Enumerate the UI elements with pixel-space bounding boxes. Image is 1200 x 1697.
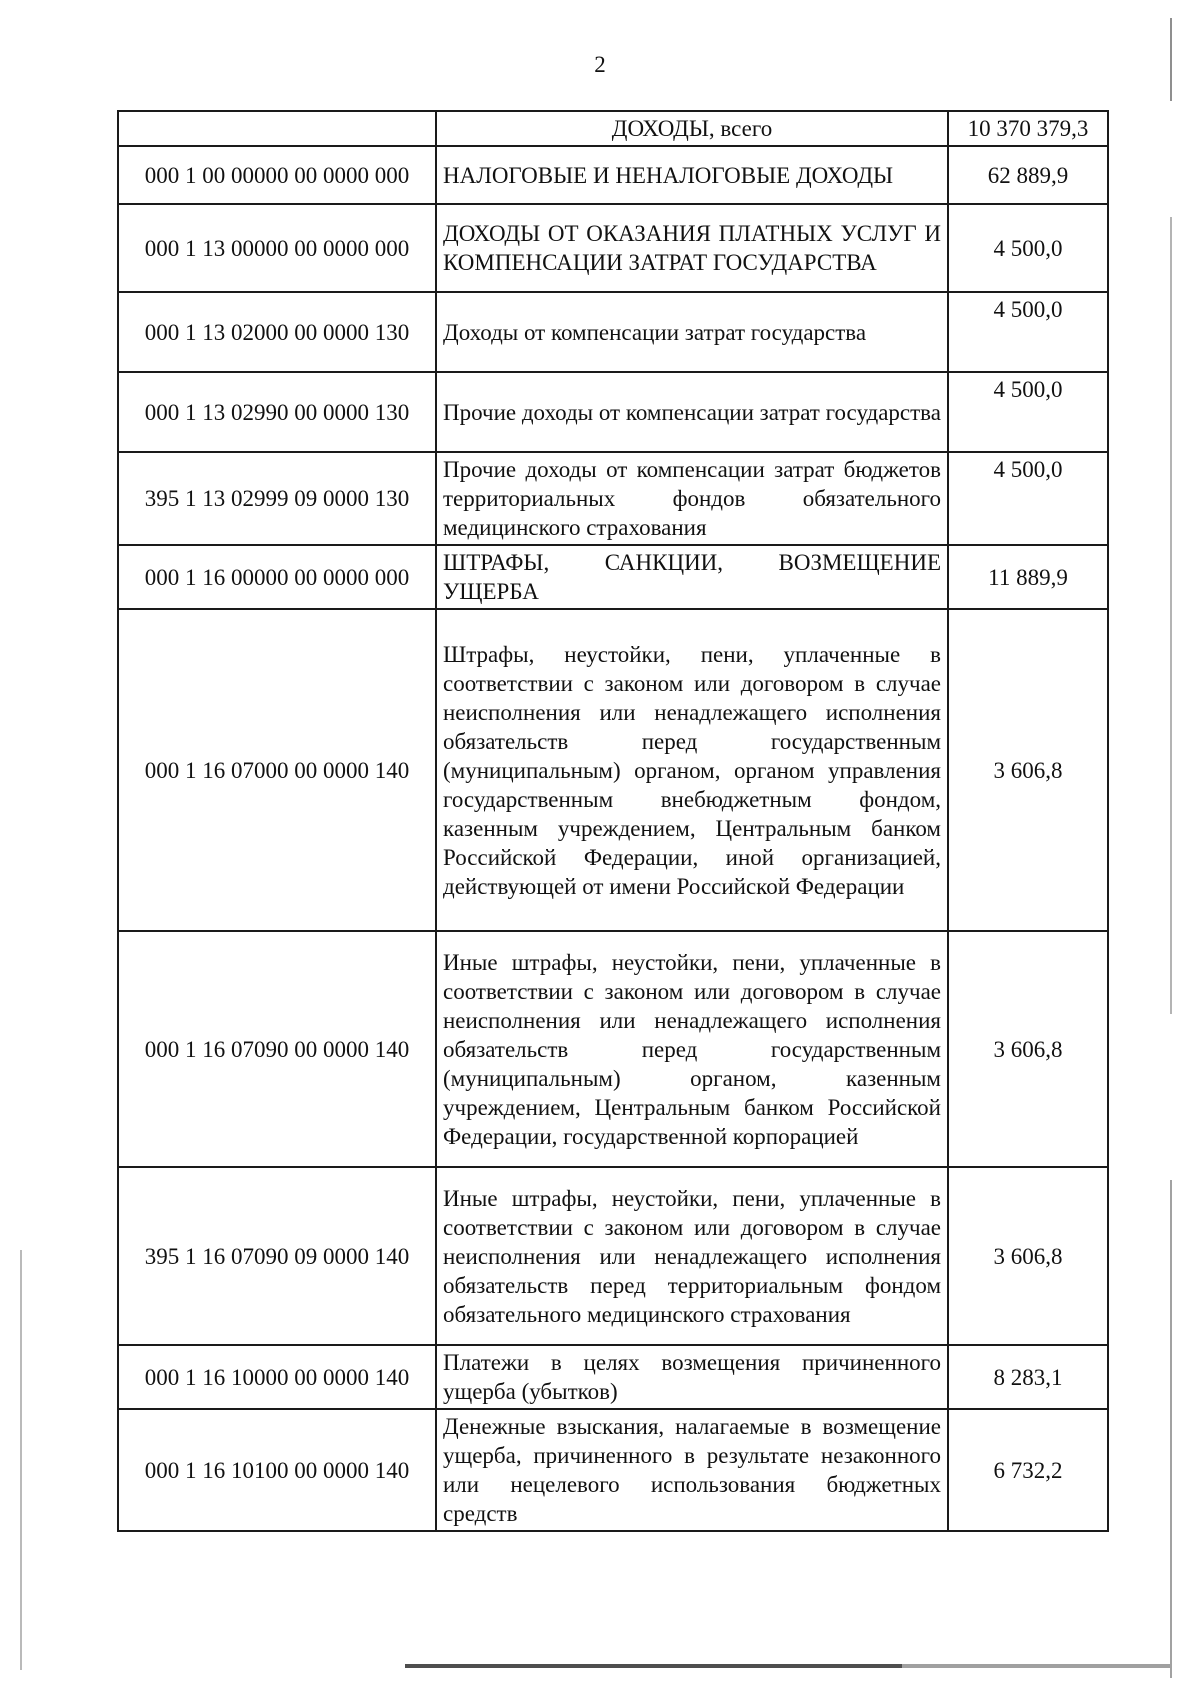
row-code: 000 1 16 07090 00 0000 140 xyxy=(118,931,436,1167)
row-amount: 3 606,8 xyxy=(948,931,1108,1167)
row-amount: 6 732,2 xyxy=(948,1409,1108,1531)
table-row xyxy=(118,452,1108,545)
table-row xyxy=(118,609,1108,931)
header-name-cell: ДОХОДЫ, всего xyxy=(436,111,948,146)
scan-edge-bottom xyxy=(405,1664,1170,1668)
table-row xyxy=(118,204,1108,292)
row-name: Иные штрафы, неустойки, пени, уплаченные в соответствии с законом или договором в случае неисполнения или ненадлежащего исполнения обязательств перед государственным (муниципальным) органом, казенным учреждением, Центральным банком Российской Федерации, государственной корпорацией xyxy=(436,931,948,1167)
table-row xyxy=(118,1167,1108,1345)
page-number: 2 xyxy=(594,52,606,77)
row-code: 395 1 16 07090 09 0000 140 xyxy=(118,1167,436,1345)
row-name: Прочие доходы от компенсации затрат государства xyxy=(436,372,948,452)
row-amount: 4 500,0 xyxy=(948,452,1108,545)
row-amount: 4 500,0 xyxy=(948,372,1108,452)
table-row xyxy=(118,292,1108,372)
row-name: Доходы от компенсации затрат государства xyxy=(436,292,948,372)
row-name: Денежные взыскания, налагаемые в возмещение ущерба, причиненного в результате незаконного или нецелевого использования бюджетных средств xyxy=(436,1409,948,1531)
row-amount: 62 889,9 xyxy=(948,146,1108,204)
table-row xyxy=(118,146,1108,204)
row-amount: 4 500,0 xyxy=(948,204,1108,292)
row-amount: 11 889,9 xyxy=(948,545,1108,609)
row-amount: 4 500,0 xyxy=(948,292,1108,372)
row-name: ШТРАФЫ, САНКЦИИ, ВОЗМЕЩЕНИЕ УЩЕРБА xyxy=(436,545,948,609)
scan-edge-left xyxy=(20,1250,22,1670)
row-name: Штрафы, неустойки, пени, уплаченные в соответствии с законом или договором в случае неисполнения или ненадлежащего исполнения обязательств перед государственным (муниципальным) органом, органом управления государственным внебюджетным фондом, казенным учреждением, Центральным банком Российской Федерации, иной организацией, действующей от имени Российской Федерации xyxy=(436,609,948,931)
table-row xyxy=(118,1345,1108,1409)
row-amount: 8 283,1 xyxy=(948,1345,1108,1409)
scan-edge-right xyxy=(1170,18,1172,1678)
header-code-cell xyxy=(118,111,436,146)
table-header-row xyxy=(118,111,1108,146)
row-name: Прочие доходы от компенсации затрат бюджетов территориальных фондов обязательного медицинского страхования xyxy=(436,452,948,545)
row-code: 000 1 16 10000 00 0000 140 xyxy=(118,1345,436,1409)
row-name: Иные штрафы, неустойки, пени, уплаченные в соответствии с законом или договором в случае неисполнения или ненадлежащего исполнения обязательств перед территориальным фондом обязательного медицинского страхования xyxy=(436,1167,948,1345)
table-row xyxy=(118,372,1108,452)
row-name: ДОХОДЫ ОТ ОКАЗАНИЯ ПЛАТНЫХ УСЛУГ И КОМПЕНСАЦИИ ЗАТРАТ ГОСУДАРСТВА xyxy=(436,204,948,292)
row-code: 000 1 13 00000 00 0000 000 xyxy=(118,204,436,292)
row-code: 000 1 16 07000 00 0000 140 xyxy=(118,609,436,931)
table-row xyxy=(118,931,1108,1167)
revenue-table xyxy=(117,110,1109,1532)
row-name: НАЛОГОВЫЕ И НЕНАЛОГОВЫЕ ДОХОДЫ xyxy=(436,146,948,204)
row-code: 000 1 16 10100 00 0000 140 xyxy=(118,1409,436,1531)
row-code: 000 1 13 02990 00 0000 130 xyxy=(118,372,436,452)
row-code: 000 1 13 02000 00 0000 130 xyxy=(118,292,436,372)
table-row xyxy=(118,545,1108,609)
row-amount: 3 606,8 xyxy=(948,609,1108,931)
row-amount: 3 606,8 xyxy=(948,1167,1108,1345)
row-code: 000 1 00 00000 00 0000 000 xyxy=(118,146,436,204)
row-code: 395 1 13 02999 09 0000 130 xyxy=(118,452,436,545)
header-amount-cell: 10 370 379,3 xyxy=(948,111,1108,146)
row-code: 000 1 16 00000 00 0000 000 xyxy=(118,545,436,609)
row-name: Платежи в целях возмещения причиненного ущерба (убытков) xyxy=(436,1345,948,1409)
table-row xyxy=(118,1409,1108,1531)
